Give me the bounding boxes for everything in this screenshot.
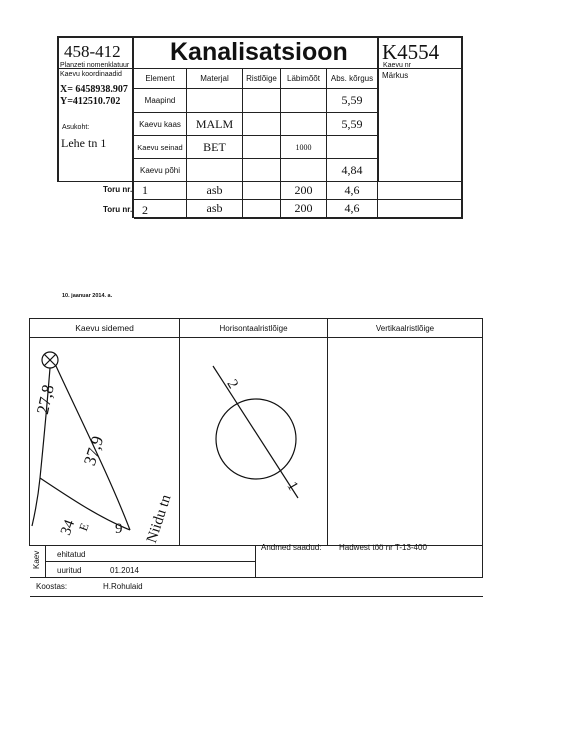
header-abs-korgus: Abs. kõrgus (330, 74, 374, 83)
column-kaevu-sidemed: Kaevu sidemed (75, 323, 134, 333)
side-label: Kaev (32, 550, 41, 569)
coords-label: Kaevu koordinaadid (60, 71, 122, 78)
address-value: Lehe tn 1 (61, 136, 107, 150)
measured-label: uuritud (57, 566, 82, 575)
row-element: Maapind (144, 96, 176, 105)
sketch-label: 9 (115, 521, 123, 537)
column-vertikaal: Vertikaalristlõige (375, 323, 435, 333)
source-value: Hadwest töö nr T-13-400 (339, 543, 427, 552)
well-circle (216, 399, 296, 479)
compiled-value: H.Rohulaid (103, 582, 143, 591)
column-horisontaal: Horisontaalristlõige (219, 323, 288, 333)
pipe-label: Toru nr. (103, 185, 133, 194)
source-label: Andmed saadud: (261, 543, 322, 552)
row-abs: 4,84 (341, 162, 363, 177)
address-label: Asukoht: (62, 124, 90, 131)
row-materjal: MALM (195, 116, 234, 131)
page-title: Kanalisatsioon (170, 38, 348, 66)
row-element: Kaevu kaas (139, 119, 181, 129)
well-number-label: Kaevu nr (383, 62, 412, 69)
pipe-nr: 1 (142, 183, 148, 197)
row-element: Kaevu põhi (139, 165, 181, 175)
horizontal-section-sketch (180, 338, 327, 544)
pipe-labimoot: 200 (294, 201, 313, 215)
built-label: ehitatud (57, 550, 86, 559)
header-markus: Märkus (382, 71, 409, 80)
header-materjal: Materjal (200, 74, 229, 83)
pipe-materjal: asb (206, 201, 223, 215)
sketch-label: 34 (58, 517, 79, 538)
header-ristloige: Ristlõige (246, 74, 277, 83)
row-abs: 5,59 (341, 93, 363, 107)
row-abs: 5,59 (341, 116, 363, 131)
sketch-label: E (76, 521, 92, 533)
pipe-abs: 4,6 (344, 201, 360, 215)
well-number: K4554 (382, 40, 440, 64)
pipe-materjal: asb (206, 183, 223, 197)
document-date: 10. jaanuar 2014. a. (62, 293, 113, 299)
row-labimoot: 1000 (295, 142, 312, 152)
measured-value: 01.2014 (110, 566, 139, 575)
row-materjal: BET (203, 139, 226, 154)
pipe-label: Toru nr. (103, 205, 133, 214)
section-label: 2 (223, 377, 241, 392)
y-coordinate: Y=412510.702 (60, 96, 121, 107)
sketch-label: 27,8 (33, 382, 58, 416)
header-labimoot: Läbimõõt (287, 74, 320, 83)
pipe-labimoot: 200 (294, 183, 313, 197)
row-element: Kaevu seinad (137, 142, 183, 152)
section-label: 1 (283, 479, 301, 494)
nomenclature-label: Planzeti nomenklatuur (60, 62, 130, 69)
pipe-nr: 2 (142, 203, 148, 217)
sketch-label: 37,9 (80, 433, 108, 468)
street-label: Niidu tn (144, 492, 175, 545)
compiled-label: Koostas: (36, 582, 68, 591)
header-element: Element (145, 74, 175, 83)
nomenclature-number: 458-412 (64, 42, 121, 61)
x-coordinate: X= 6458938.907 (60, 84, 128, 95)
pipe-abs: 4,6 (344, 183, 360, 197)
